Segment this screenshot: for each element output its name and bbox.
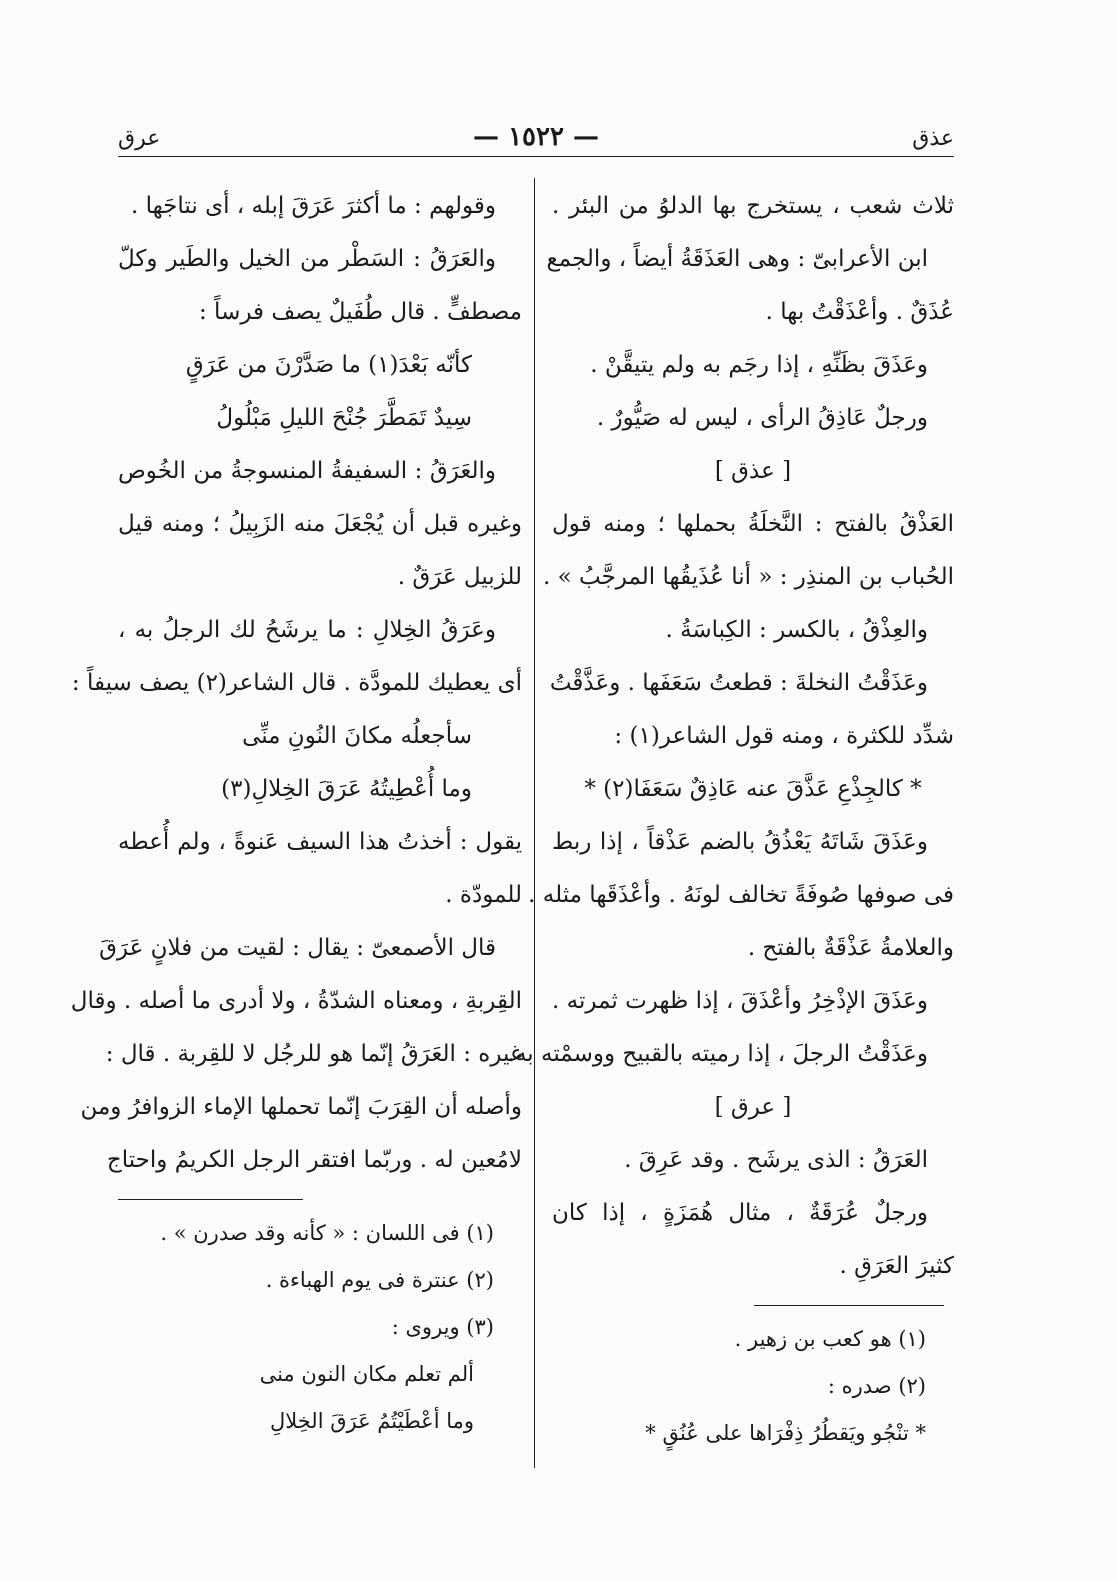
section-heading: [ عرق ]	[714, 1094, 792, 1120]
header-entry-right: عذق	[912, 126, 954, 151]
text-line: ثلاث شعب ، يستخرج بها الدلوُ من البئر .	[552, 193, 954, 219]
left-column	[70, 180, 522, 1445]
text-line: والعَرَقُ : السَطْر من الخيل والطَير وكلّ	[118, 246, 496, 272]
verse-line: كأنّه بَعْدَ(١) ما صَدَّرْنَ من عَرَقٍ	[185, 352, 472, 378]
verse-line: سأجعلُه مكانَ النُونِ منِّى	[242, 723, 472, 749]
footnote-verse: * تنْجُو ويَقطُرُ ذِفْرَاها على عُنُقٍ *	[645, 1421, 926, 1445]
footnote: (٢) عنترة فى يوم الهباءة .	[265, 1268, 494, 1292]
footnote: (٣) ويروى :	[391, 1315, 494, 1339]
text-line: وعَذَقَ الإذْخِرُ وأعْذَقَ ، إذا ظهرت ثمرته .	[552, 988, 928, 1014]
page-number: — ١٥٢٢ —	[473, 122, 599, 152]
verse-line: سِيدٌ تَمَطَّرَ جُنْحَ الليلِ مَبْلُولُ	[216, 405, 472, 431]
column-divider	[534, 178, 535, 1468]
text-line: كثيرَ العَرَقِ .	[839, 1253, 954, 1279]
text-line: والعِذْقُ ، بالكسر : الكِباسَةُ .	[665, 617, 928, 643]
text-line: غيره : العَرَقُ إنّما هو للرجُل لا للقِربة . قال :	[105, 1041, 522, 1067]
text-line: وعَذَقَ بظَنِّهِ ، إذا رجَم به ولم يتيقَّنْ .	[590, 352, 928, 378]
text-line: وقولهم : ما أكثرَ عَرَقَ إبله ، أى نتاجَها .	[130, 193, 496, 219]
text-line: ورجلٌ عُرَقَةٌ ، مثال هُمَزَةٍ ، إذا كان	[552, 1200, 928, 1226]
text-line: أى يعطيك للمودَّة . قال الشاعر(٢) يصف سيفاً :	[71, 670, 522, 696]
text-line: للمودّة .	[445, 882, 522, 908]
header-entry-left: عرق	[118, 126, 161, 151]
footnote-verse: ألم تعلم مكان النون منى	[259, 1362, 474, 1386]
text-line: عُذَقٌ . وأعْذَقْتُ بها .	[765, 299, 954, 325]
footnote-rule	[118, 1199, 303, 1200]
text-line: فى صوفها صُوفَةً تخالف لونَهُ . وأعْذَقَها مثله .	[528, 882, 954, 908]
text-line: الحُباب بن المنذِر : « أنا عُذَيقُها المرجَّبُ » .	[542, 564, 954, 590]
footnote: (٢) صدره :	[827, 1374, 926, 1398]
text-line: وعَذَقْتُ الرجلَ ، إذا رميته بالقبيح ووسمْته به.	[507, 1041, 928, 1067]
footnote-rule	[754, 1305, 944, 1306]
verse-line: وما أُعْطِيتُهُ عَرَقَ الخِلالِ(٣)	[221, 776, 472, 802]
text-line: شدِّد للكثرة ، ومنه قول الشاعر(١) :	[614, 723, 954, 749]
running-header	[118, 122, 954, 158]
text-line: وغيره قبل أن يُجْعَلَ منه الزَبِيلُ ؛ ومنه قيل	[118, 511, 522, 537]
text-line: القِربةِ ، ومعناه الشدّةُ ، ولا أدرى ما أصله . وقال	[70, 988, 522, 1014]
footnote: (١) هو كعب بن زهير .	[734, 1327, 926, 1351]
footnote-verse: وما أعْطَيْتُمُ عَرَقَ الخِلالِ	[269, 1409, 474, 1433]
text-line: يقول : أخذتُ هذا السيف عَنوةً ، ولم أُعطه	[118, 829, 522, 855]
text-line: العَرَقُ : الذى يرشَح . وقد عَرِقَ .	[624, 1147, 928, 1173]
text-line: والعلامةُ عَذْقَةٌ بالفتح .	[747, 935, 954, 961]
text-line: العَذْقُ بالفتح : النَّخلَةُ بحملها ؛ ومنه قول	[552, 511, 954, 537]
text-line: والعَرَقُ : السفيفةُ المنسوجةُ من الخُوص	[118, 458, 496, 484]
text-line: ورجلٌ عَاذِقُ الرأى ، ليس له صَيُّورٌ .	[596, 405, 928, 431]
text-line: وأصله أن القِرَبَ إنّما تحملها الإماء الزوافرُ ومن	[80, 1094, 522, 1120]
section-heading: [ عذق ]	[714, 458, 792, 484]
text-line: وعَذَقْتُ النخلةَ : قطعتُ سَعَفَها . وعَذَّقْتُ	[549, 670, 928, 696]
verse-line: * كالجِذْعِ عَذَّقَ عنه عَاذِقٌ سَعَفَا(٢) *	[584, 776, 922, 802]
text-line: مصطفٍّ . قال طُفَيلٌ يصف فرساً :	[199, 299, 522, 325]
text-line: وعَذَقَ شَاتَهُ يَعْذُقُ بالضم عَذْقاً ، إذا ربط	[552, 829, 928, 855]
text-line: ابن الأعرابىّ : وهى العَذَقَةُ أيضاً ، والجمع	[546, 246, 928, 272]
text-line: للزبيل عَرَقٌ .	[397, 564, 522, 590]
header-rule	[118, 156, 954, 157]
footnote: (١) فى اللسان : « كأنه وقد صدرن » .	[160, 1221, 494, 1245]
text-line: قال الأصمعىّ : يقال : لقيت من فلانٍ عَرَقَ	[99, 935, 496, 961]
text-line: وعَرَقُ الخِلالِ : ما يرشَحُ لك الرجلُ به ،	[118, 617, 496, 643]
text-line: لامُعين له . وربّما افتقر الرجل الكريمُ واحتاج	[106, 1147, 522, 1173]
right-column	[507, 180, 954, 1457]
